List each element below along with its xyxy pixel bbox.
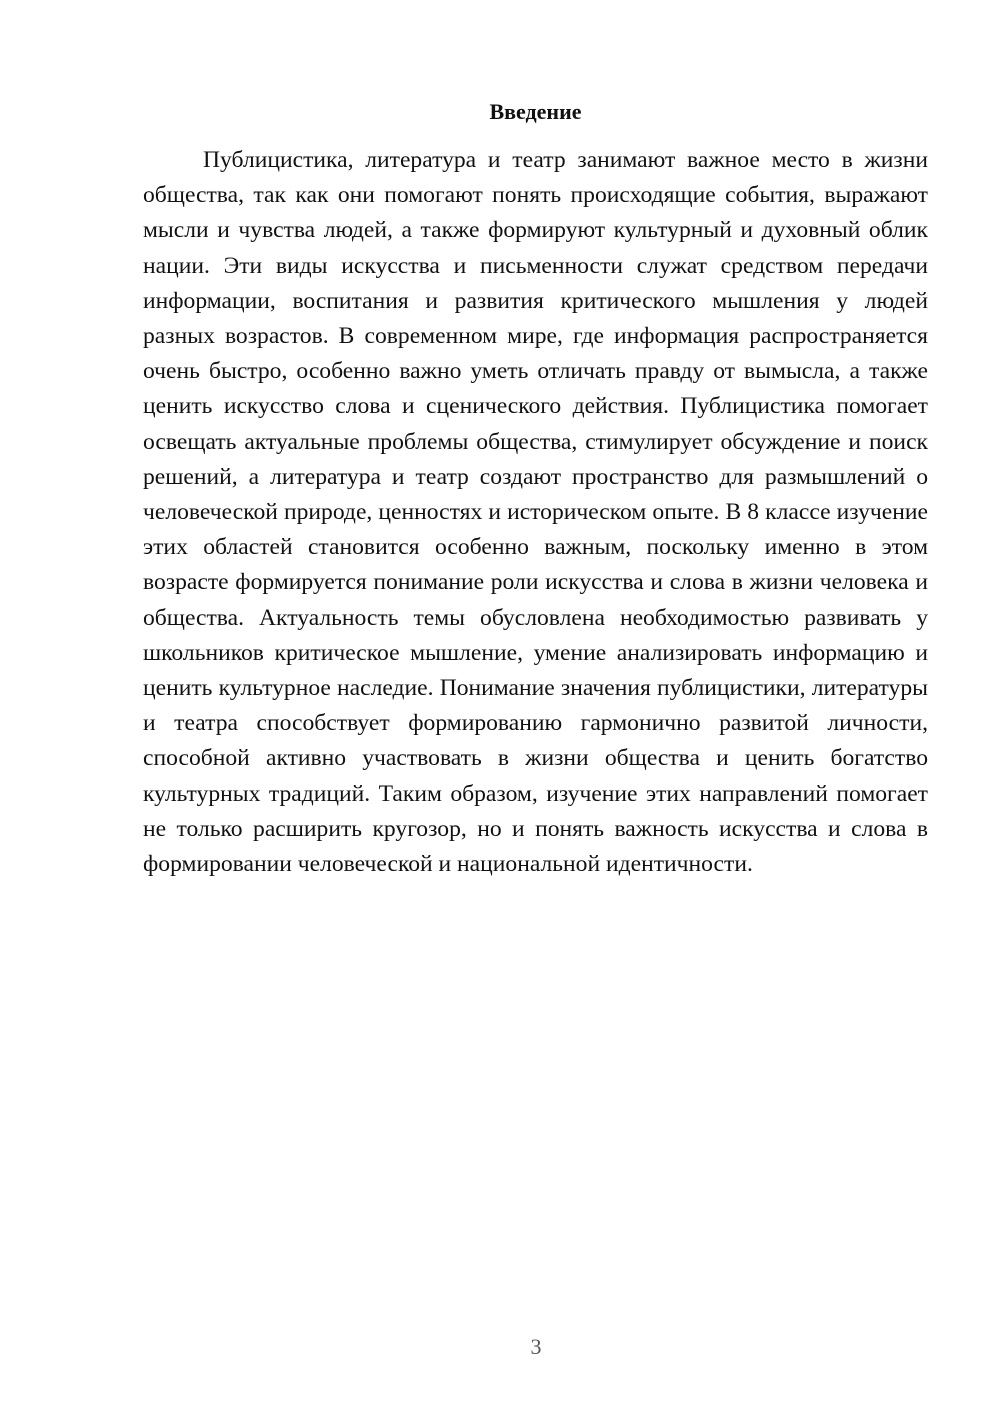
page-number: 3 bbox=[530, 1334, 542, 1359]
intro-paragraph: Публицистика, литература и театр занимают важное место в жизни общества, так как они помогают понять происходящие события, выражают мысли и чувства людей, а также формируют культурный и духовный облик нации. Эти виды искусства и письменности служат средством передачи информации, воспитания и развития критического мышления у людей разных возрастов. В современном мире, где информация распространяется очень быстро, особенно важно уметь отличать правду от вымысла, а также ценить искусство слова и сценического действия. Публицистика помогает освещать актуальные проблемы общества, стимулирует обсуждение и поиск решений, а литература и театр создают пространство для размышлений о человеческой природе, ценностях и историческом опыте. В 8 классе изучение этих областей становится особенно важным, поскольку именно в этом возрасте формируется понимание роли искусства и слова в жизни человека и общества. Актуальность темы обусловлена необходимостью развивать у школьников критическое мышление, умение анализировать информацию и ценить культурное наследие. Понимание значения публицистики, литературы и театра способствует формированию гармонично развитой личности, способной активно участвовать в жизни общества и ценить богатство культурных традиций. Таким образом, изучение этих направлений помогает не только расширить кругозор, но и понять важность искусства и слова в формировании человеческой и национальной идентичности. bbox=[143, 147, 928, 878]
section-heading: Введение bbox=[489, 99, 582, 124]
